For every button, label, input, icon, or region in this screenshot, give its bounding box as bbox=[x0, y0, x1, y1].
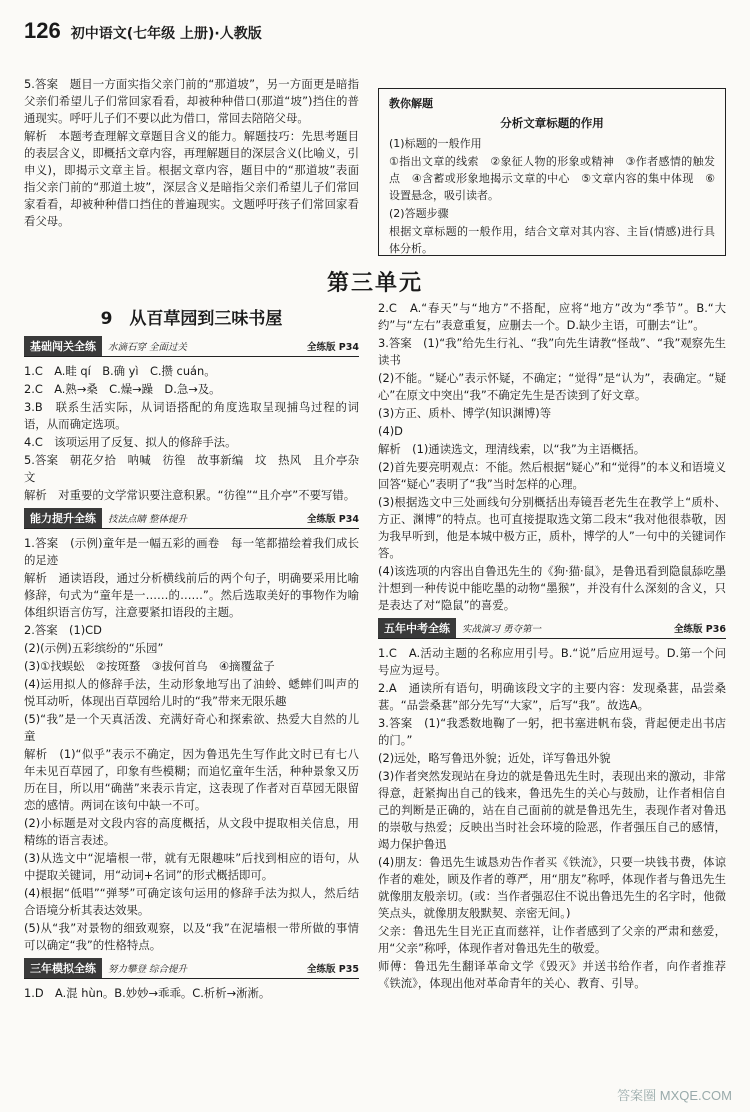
answer-line: 4.C 该项运用了反复、拟人的修辞手法。 bbox=[24, 435, 237, 449]
left-top-answers bbox=[24, 76, 359, 231]
answer-line: 2.答案 (1)CD bbox=[24, 623, 102, 637]
answer-line: 师傅：鲁迅先生翻译革命文学《毁灭》并送书给作者，向作者推荐《铁流》，体现出他对革命青年的关心、教育、引导。 bbox=[378, 959, 726, 990]
answer-line: (2)(示例)五彩缤纷的“乐园” bbox=[24, 641, 164, 655]
section-basic bbox=[24, 336, 359, 357]
tip-box bbox=[378, 88, 726, 256]
section-ref: 全练版 P34 bbox=[307, 514, 359, 525]
unit-title: 第三单元 bbox=[326, 271, 423, 296]
page-number: 126 bbox=[24, 18, 61, 43]
answer-line: 3.B 联系生活实际，从词语搭配的角度选取呈现捕鸟过程的词语，从而确定选项。 bbox=[24, 400, 359, 431]
answer-line: (4)根据“低唱”“弹琴”可确定该句运用的修辞手法为拟人，然后结合语境分析其表达效果。 bbox=[24, 886, 359, 917]
answer-line: 2.A 通读所有语句，明确该段文字的主要内容：发现桑葚，品尝桑葚。“品尝桑葚”部分先写“大家”，后写“我”。故选A。 bbox=[378, 681, 726, 712]
section-subtitle: 实战演习 勇夺第一 bbox=[462, 624, 542, 635]
tip-box-title: 分析文章标题的作用 bbox=[500, 116, 604, 130]
answer-line: (2)不能。“疑心”表示怀疑，不确定；“觉得”是“认为”，表确定。“疑心”在原文中突出“我”不确定先生是否读到了好文章。 bbox=[378, 371, 726, 402]
tip-line: ①指出文章的线索 ②象征人物的形象或精神 ③作者感情的触发点 ④含蓄或形象地揭示文章的中心 ⑤文章内容的集中体现 ⑥设置悬念，吸引读者。 bbox=[389, 155, 715, 202]
section-ref: 全练版 P36 bbox=[674, 624, 726, 635]
lesson-title: 9 从百草园到三味书屋 bbox=[100, 309, 283, 329]
answer-line: (5)从“我”对景物的细致观察，以及“我”在泥墙根一带所做的事情可以确定“我”的性格特点。 bbox=[24, 921, 359, 952]
left-column bbox=[24, 332, 359, 1003]
tip-line: (2)答题步骤 bbox=[389, 207, 449, 220]
section-subtitle: 努力攀登 综合提升 bbox=[108, 964, 188, 975]
section-ref: 全练版 P35 bbox=[307, 964, 359, 975]
answer-line: (3)方正、质朴、博学(知识渊博)等 bbox=[378, 406, 552, 420]
section-subtitle: 水滴石穿 全面过关 bbox=[108, 342, 188, 353]
answer-paragraph: 5.答案 题目一方面实指父亲门前的“那道坡”，另一方面更是暗指父亲们希望儿子们常回家看看，却被种种借口(那道“坡”)挡住的普通现实。呼吁儿子们不要以此为借口，常回去陪陪父母。 bbox=[24, 77, 359, 125]
answer-line: 1.C A.活动主题的名称应用引号。B.“说”后应用逗号。D.第一个问号应为逗号。 bbox=[378, 646, 726, 677]
answer-line: 3.答案 (1)“我”给先生行礼、“我”向先生请教“怪哉”、“我”观察先生读书 bbox=[378, 336, 726, 367]
answer-line: (3)从选文中“泥墙根一带，就有无限趣味”后找到相应的语句，从中提取关键词，用“动词+名词”的形式概括即可。 bbox=[24, 851, 359, 882]
answer-line: 2.C A.“春天”与“地方”不搭配，应将“地方”改为“季节”。B.“大约”与“左右”表意重复，应删去一个。D.缺少主语，可删去“让”。 bbox=[378, 301, 726, 332]
answer-line: 解析 对重要的文学常识要注意积累。“彷徨”“且介亭”不要写错。 bbox=[24, 488, 356, 502]
answer-line: 5.答案 朝花夕拾 呐喊 彷徨 故事新编 坟 热风 且介亭杂文 bbox=[24, 453, 359, 484]
answer-line: 2.C A.熟→桑 C.燥→躁 D.急→及。 bbox=[24, 382, 221, 396]
answer-line: 1.D A.混 hùn。B.妙妙→乖乖。C.析析→淅淅。 bbox=[24, 986, 271, 1000]
answer-line: 1.C A.畦 qí B.确 yì C.攒 cuán。 bbox=[24, 364, 216, 378]
book-title: 初中语文(七年级 上册)·人教版 bbox=[70, 26, 262, 42]
section-ref: 全练版 P34 bbox=[307, 342, 359, 353]
section-ability bbox=[24, 508, 359, 529]
answer-line: 解析 通读语段，通过分析横线前后的两个句子，明确要采用比喻修辞，句式为“童年是一……的……”。然后选取美好的事物作为喻体组织语言仿写，注意要紧扣语段的主题。 bbox=[24, 571, 359, 619]
answer-line: (2)首先要亮明观点：不能。然后根据“疑心”和“觉得”的本义和语境义回答“疑心”表明了“我”当时怎样的心理。 bbox=[378, 460, 726, 491]
answer-line: (4)D bbox=[378, 424, 403, 438]
watermark-text: 答案圈 MXQE.COM bbox=[617, 1088, 732, 1103]
right-column bbox=[378, 300, 726, 993]
section-three-year bbox=[24, 958, 359, 979]
answer-line: 3.答案 (1)“我悉数地鞠了一躬，把书塞进帆布袋，背起便走出书店的门。” bbox=[378, 716, 726, 747]
section-tag: 能力提升全练 bbox=[24, 508, 102, 528]
answer-line: (4)该选项的内容出自鲁迅先生的《狗·猫·鼠》，是鲁迅看到隐鼠舔吃墨汁想到一种传说中能吃墨的动物“墨猴”，并没有什么深刻的含义，只是表达了对“隐鼠”的喜爱。 bbox=[378, 564, 727, 612]
answer-line: 父亲：鲁迅先生目光正直而慈祥，让作者感到了父亲的严肃和慈爱，用“父亲”称呼，体现作者对鲁迅先生的敬爱。 bbox=[378, 924, 726, 955]
tip-line: (1)标题的一般作用 bbox=[389, 137, 482, 150]
answer-line: (2)小标题是对文段内容的高度概括，从文段中提取相关信息，用精练的语言表述。 bbox=[24, 816, 359, 847]
answer-line: (3)作者突然发现站在身边的就是鲁迅先生时，表现出来的激动，非常得意，赶紧掏出自己的钱来，鲁迅先生的关心与鼓励，让作者相信自己的判断是正确的，站在自己面前的就是鲁迅先生，表现作者对鲁迅的崇敬与热爱；反映出当时社会环境的险恶，作者强压自己的感情，竭力保护鲁迅 bbox=[378, 769, 726, 851]
answer-line: 1.答案 (示例)童年是一幅五彩的画卷 每一笔都描绘着我们成长的足迹 bbox=[24, 536, 359, 567]
tip-line: 根据文章标题的一般作用，结合文章对其内容、主旨(情感)进行具体分析。 bbox=[389, 225, 715, 255]
answer-line: 解析 (1)通读选文，理清线索，以“我”为主语概括。 bbox=[378, 442, 646, 456]
answer-line: (5)“我”是一个天真活泼、充满好奇心和探索欲、热爱大自然的儿童 bbox=[24, 712, 359, 743]
answer-line: (4)运用拟人的修辞手法，生动形象地写出了油蛉、蟋蟀们叫声的悦耳动听，体现出百草园给儿时的“我”带来无限乐趣 bbox=[24, 677, 359, 708]
answer-line: (2)远处，略写鲁迅外貌；近处，详写鲁迅外貌 bbox=[378, 751, 611, 765]
answer-line: (4)朋友：鲁迅先生诚恳劝告作者买《铁流》，只要一块钱书费，体谅作者的难处，顾及作者的尊严，用“朋友”称呼，体现作者与鲁迅先生就像朋友般亲切。(或：当作者强忍住不说出鲁迅先生的名字时，他微笑点头，就像朋友般默契、亲密无间。) bbox=[378, 855, 726, 920]
tip-box-label: 教你解题 bbox=[389, 97, 433, 110]
section-tag: 基础闯关全练 bbox=[24, 336, 102, 356]
page-header bbox=[24, 18, 726, 48]
answer-line: (3)①找蜈蚣 ②按斑蝥 ③拔何首乌 ④摘覆盆子 bbox=[24, 659, 275, 673]
answer-line: 解析 (1)“似乎”表示不确定，因为鲁迅先生写作此文时已有七八年未见百草园了，印象有些模糊；而追忆童年生活，种种景象又历历在目，所以用“确凿”来表示肯定，这表现了作者对百草园无限留恋的感情。两词在该句中缺一不可。 bbox=[24, 747, 359, 812]
analysis-paragraph: 解析 本题考查理解文章题目含义的能力。解题技巧：先思考题目的表层含义，即概括文章内容，再理解题目的深层含义(比喻义，引申义)，即揭示文章主旨。根据文章内容，题目中的“那道坡”表面指父亲门前的“那道土坡”，深层含义是暗指父亲们希望儿子们常回家看看，却被种种借口挡住的普遍现实。文题呼吁孩子们常回家看看父母。 bbox=[24, 129, 359, 228]
section-subtitle: 技法点睛 整体提升 bbox=[108, 514, 188, 525]
answer-line: (3)根据选文中三处画线句分别概括出寿镜吾老先生在教学上“质朴、方正、渊博”的特点。也可直接提取选文第二段末“我对他很恭敬，因为我早听到，他是本城中极方正，质朴，博学的人”一句中的关键词作答。 bbox=[378, 495, 726, 560]
section-tag: 五年中考全练 bbox=[378, 618, 456, 638]
section-tag: 三年模拟全练 bbox=[24, 958, 102, 978]
section-five-year bbox=[378, 618, 726, 639]
